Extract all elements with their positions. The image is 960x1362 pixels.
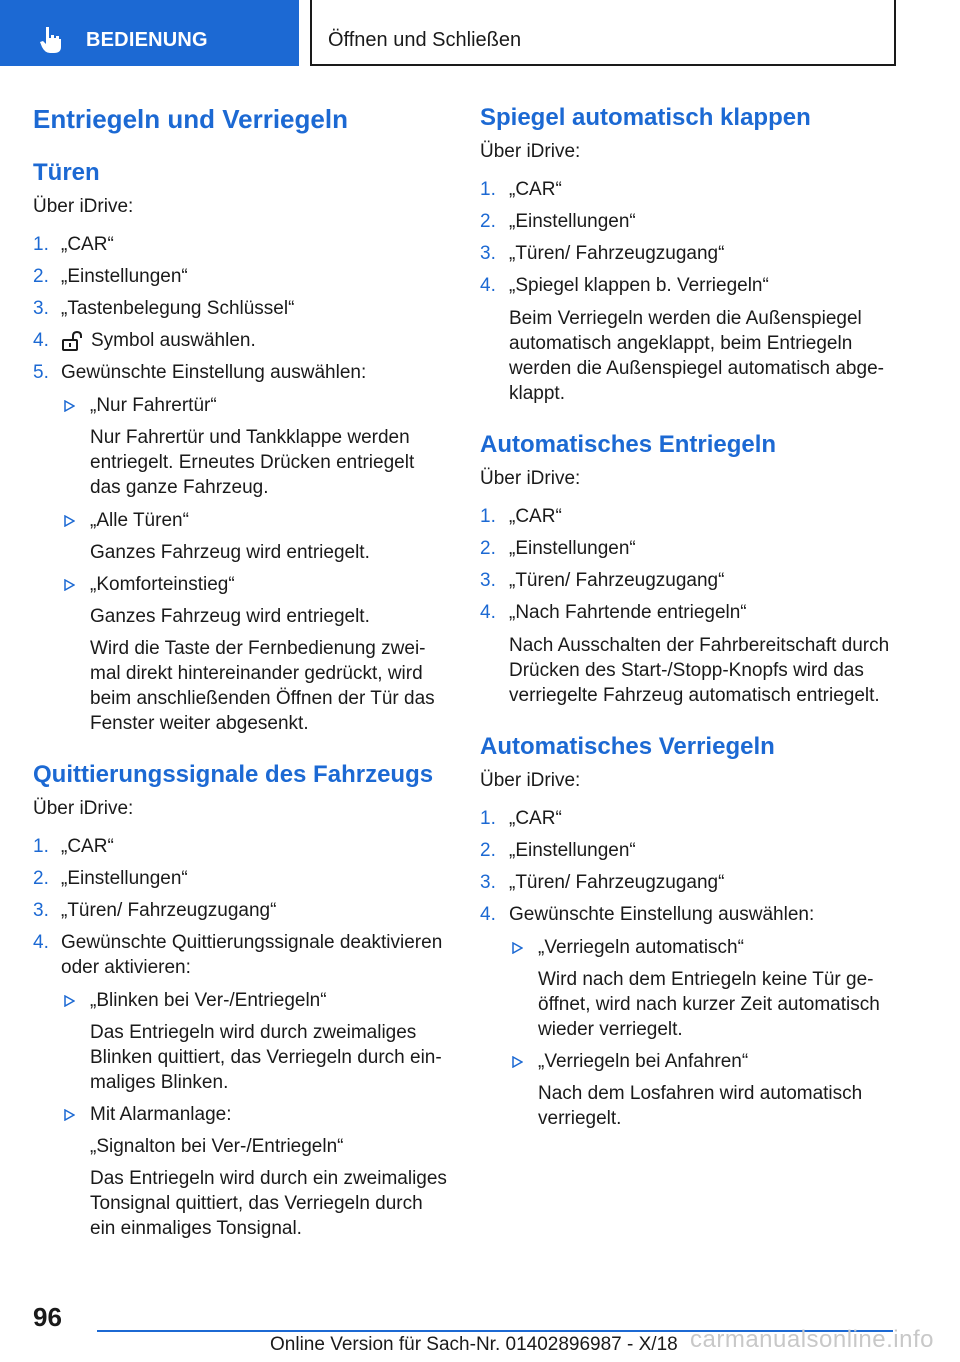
step-text: „CAR“ (509, 179, 562, 200)
hand-pointer-icon (36, 25, 66, 55)
step-desc: verriegelte Fahrzeug automatisch entriegelt. (509, 685, 880, 706)
page-header (0, 0, 960, 66)
step-text: „Türen/ Fahrzeugzugang“ (509, 872, 725, 893)
step-text: Symbol auswählen. (91, 330, 256, 351)
option-label: „Verriegeln automatisch“ (538, 937, 744, 958)
bullet-triangle-icon (63, 400, 75, 412)
step-text: „Türen/ Fahrzeugzugang“ (61, 900, 277, 921)
step-text: oder aktivieren: (61, 957, 191, 978)
step-text: „Einstellungen“ (509, 538, 636, 559)
step-number: 3. (480, 872, 496, 893)
step-number: 3. (33, 900, 49, 921)
step-desc: Nach Ausschalten der Fahrbereitschaft durch (509, 635, 890, 656)
option-desc: Fenster weiter abgesenkt. (90, 713, 309, 734)
step-number: 5. (33, 362, 49, 383)
step-text: „Einstellungen“ (509, 211, 636, 232)
chapter-tab[interactable] (310, 0, 896, 66)
option-label: Mit Alarmanlage: (90, 1104, 232, 1125)
intro-mirror: Über iDrive: (480, 141, 581, 162)
step-number: 2. (480, 538, 496, 559)
option-desc: Wird nach dem Entriegeln keine Tür ge- (538, 969, 874, 990)
step-text: „CAR“ (509, 808, 562, 829)
step-number: 1. (33, 836, 49, 857)
footer-online-version: Online Version für Sach-Nr. 01402896987 - X/18 (270, 1334, 678, 1355)
option-desc: maliges Blinken. (90, 1072, 229, 1093)
chapter-label: Öffnen und Schließen (328, 29, 522, 51)
step-number: 4. (480, 602, 496, 623)
step-desc: werden die Außenspiegel automatisch abge- (509, 358, 884, 379)
option-desc: Nach dem Losfahren wird automatisch (538, 1083, 863, 1104)
section-label: BEDIENUNG (86, 29, 208, 51)
option-label: „Verriegeln bei Anfahren“ (538, 1051, 749, 1072)
step-text: „CAR“ (61, 836, 114, 857)
option-desc: Wird die Taste der Fernbedienung zwei- (90, 638, 426, 659)
option-label: „Alle Türen“ (90, 510, 189, 531)
step-text: „Tastenbelegung Schlüssel“ (61, 298, 295, 319)
option-label: „Blinken bei Ver-/Entriegeln“ (90, 990, 327, 1011)
step-number: 2. (33, 266, 49, 287)
step-desc: automatisch angeklappt, beim Entriegeln (509, 333, 853, 354)
step-number: 4. (480, 275, 496, 296)
step-text: „Einstellungen“ (61, 868, 188, 889)
option-label: „Nur Fahrertür“ (90, 395, 217, 416)
bullet-triangle-icon (63, 995, 75, 1007)
page-number: 96 (33, 1302, 62, 1332)
step-text: „CAR“ (509, 506, 562, 527)
unlock-icon (61, 330, 85, 352)
option-desc: Ganzes Fahrzeug wird entriegelt. (90, 606, 370, 627)
heading-auto-unlock: Automatisches Entriegeln (480, 431, 777, 458)
step-text: „Türen/ Fahrzeugzugang“ (509, 570, 725, 591)
option-desc: das ganze Fahrzeug. (90, 477, 269, 498)
step-text: „Einstellungen“ (61, 266, 188, 287)
option-desc: Ganzes Fahrzeug wird entriegelt. (90, 542, 370, 563)
intro-signals: Über iDrive: (33, 798, 134, 819)
option-desc: wieder verriegelt. (538, 1019, 683, 1040)
option-desc: Nur Fahrertür und Tankklappe werden (90, 427, 410, 448)
heading-mirror: Spiegel automatisch klappen (480, 104, 811, 131)
step-number: 4. (480, 904, 496, 925)
option-desc: verriegelt. (538, 1108, 622, 1129)
intro-auto-unlock: Über iDrive: (480, 468, 581, 489)
option-desc: Tonsignal quittiert, das Verriegeln durch (90, 1193, 423, 1214)
option-desc: entriegelt. Erneutes Drücken entriegelt (90, 452, 415, 473)
step-text: Gewünschte Einstellung auswählen: (509, 904, 815, 925)
intro-doors: Über iDrive: (33, 196, 134, 217)
step-text: „Spiegel klappen b. Verriegeln“ (509, 275, 769, 296)
step-number: 1. (33, 234, 49, 255)
step-text: „Nach Fahrtende entriegeln“ (509, 602, 747, 623)
bullet-triangle-icon (63, 579, 75, 591)
step-text: „Türen/ Fahrzeugzugang“ (509, 243, 725, 264)
option-desc: Blinken quittiert, das Verriegeln durch ein- (90, 1047, 442, 1068)
step-number: 2. (33, 868, 49, 889)
step-number: 3. (480, 570, 496, 591)
option-desc: beim anschließenden Öffnen der Tür das (90, 688, 435, 709)
step-desc: Beim Verriegeln werden die Außenspiegel (509, 308, 862, 329)
heading-doors: Türen (33, 159, 100, 186)
section-tab[interactable] (0, 0, 299, 66)
bullet-triangle-icon (63, 515, 75, 527)
option-desc: ein einmaliges Tonsignal. (90, 1218, 302, 1239)
bullet-triangle-icon (63, 1109, 75, 1121)
heading-signals: Quittierungssignale des Fahrzeugs (33, 761, 434, 788)
option-desc: Das Entriegeln wird durch zweimaliges (90, 1022, 417, 1043)
option-sub: „Signalton bei Ver-/Entriegeln“ (90, 1136, 344, 1157)
step-text: Gewünschte Einstellung auswählen: (61, 362, 367, 383)
step-number: 4. (33, 932, 49, 953)
step-number: 1. (480, 808, 496, 829)
step-number: 1. (480, 506, 496, 527)
step-number: 3. (480, 243, 496, 264)
step-number: 3. (33, 298, 49, 319)
step-number: 1. (480, 179, 496, 200)
option-desc: öffnet, wird nach kurzer Zeit automatisch (538, 994, 880, 1015)
step-number: 4. (33, 330, 49, 351)
step-number: 2. (480, 211, 496, 232)
intro-auto-lock: Über iDrive: (480, 770, 581, 791)
bullet-triangle-icon (511, 1056, 523, 1068)
option-desc: mal direkt hintereinander gedrückt, wird (90, 663, 423, 684)
option-desc: Das Entriegeln wird durch ein zweimaliges (90, 1168, 447, 1189)
step-desc: Drücken des Start-/Stopp-Knopfs wird das (509, 660, 864, 681)
option-label: „Komforteinstieg“ (90, 574, 235, 595)
step-text: Gewünschte Quittierungssignale deaktivieren (61, 932, 443, 953)
watermark: carmanualsonline.info (690, 1326, 934, 1353)
bullet-triangle-icon (511, 942, 523, 954)
page-title: Entriegeln und Verriegeln (33, 104, 348, 134)
step-desc: klappt. (509, 383, 565, 404)
step-number: 2. (480, 840, 496, 861)
step-text: „CAR“ (61, 234, 114, 255)
heading-auto-lock: Automatisches Verriegeln (480, 733, 775, 760)
step-text: „Einstellungen“ (509, 840, 636, 861)
